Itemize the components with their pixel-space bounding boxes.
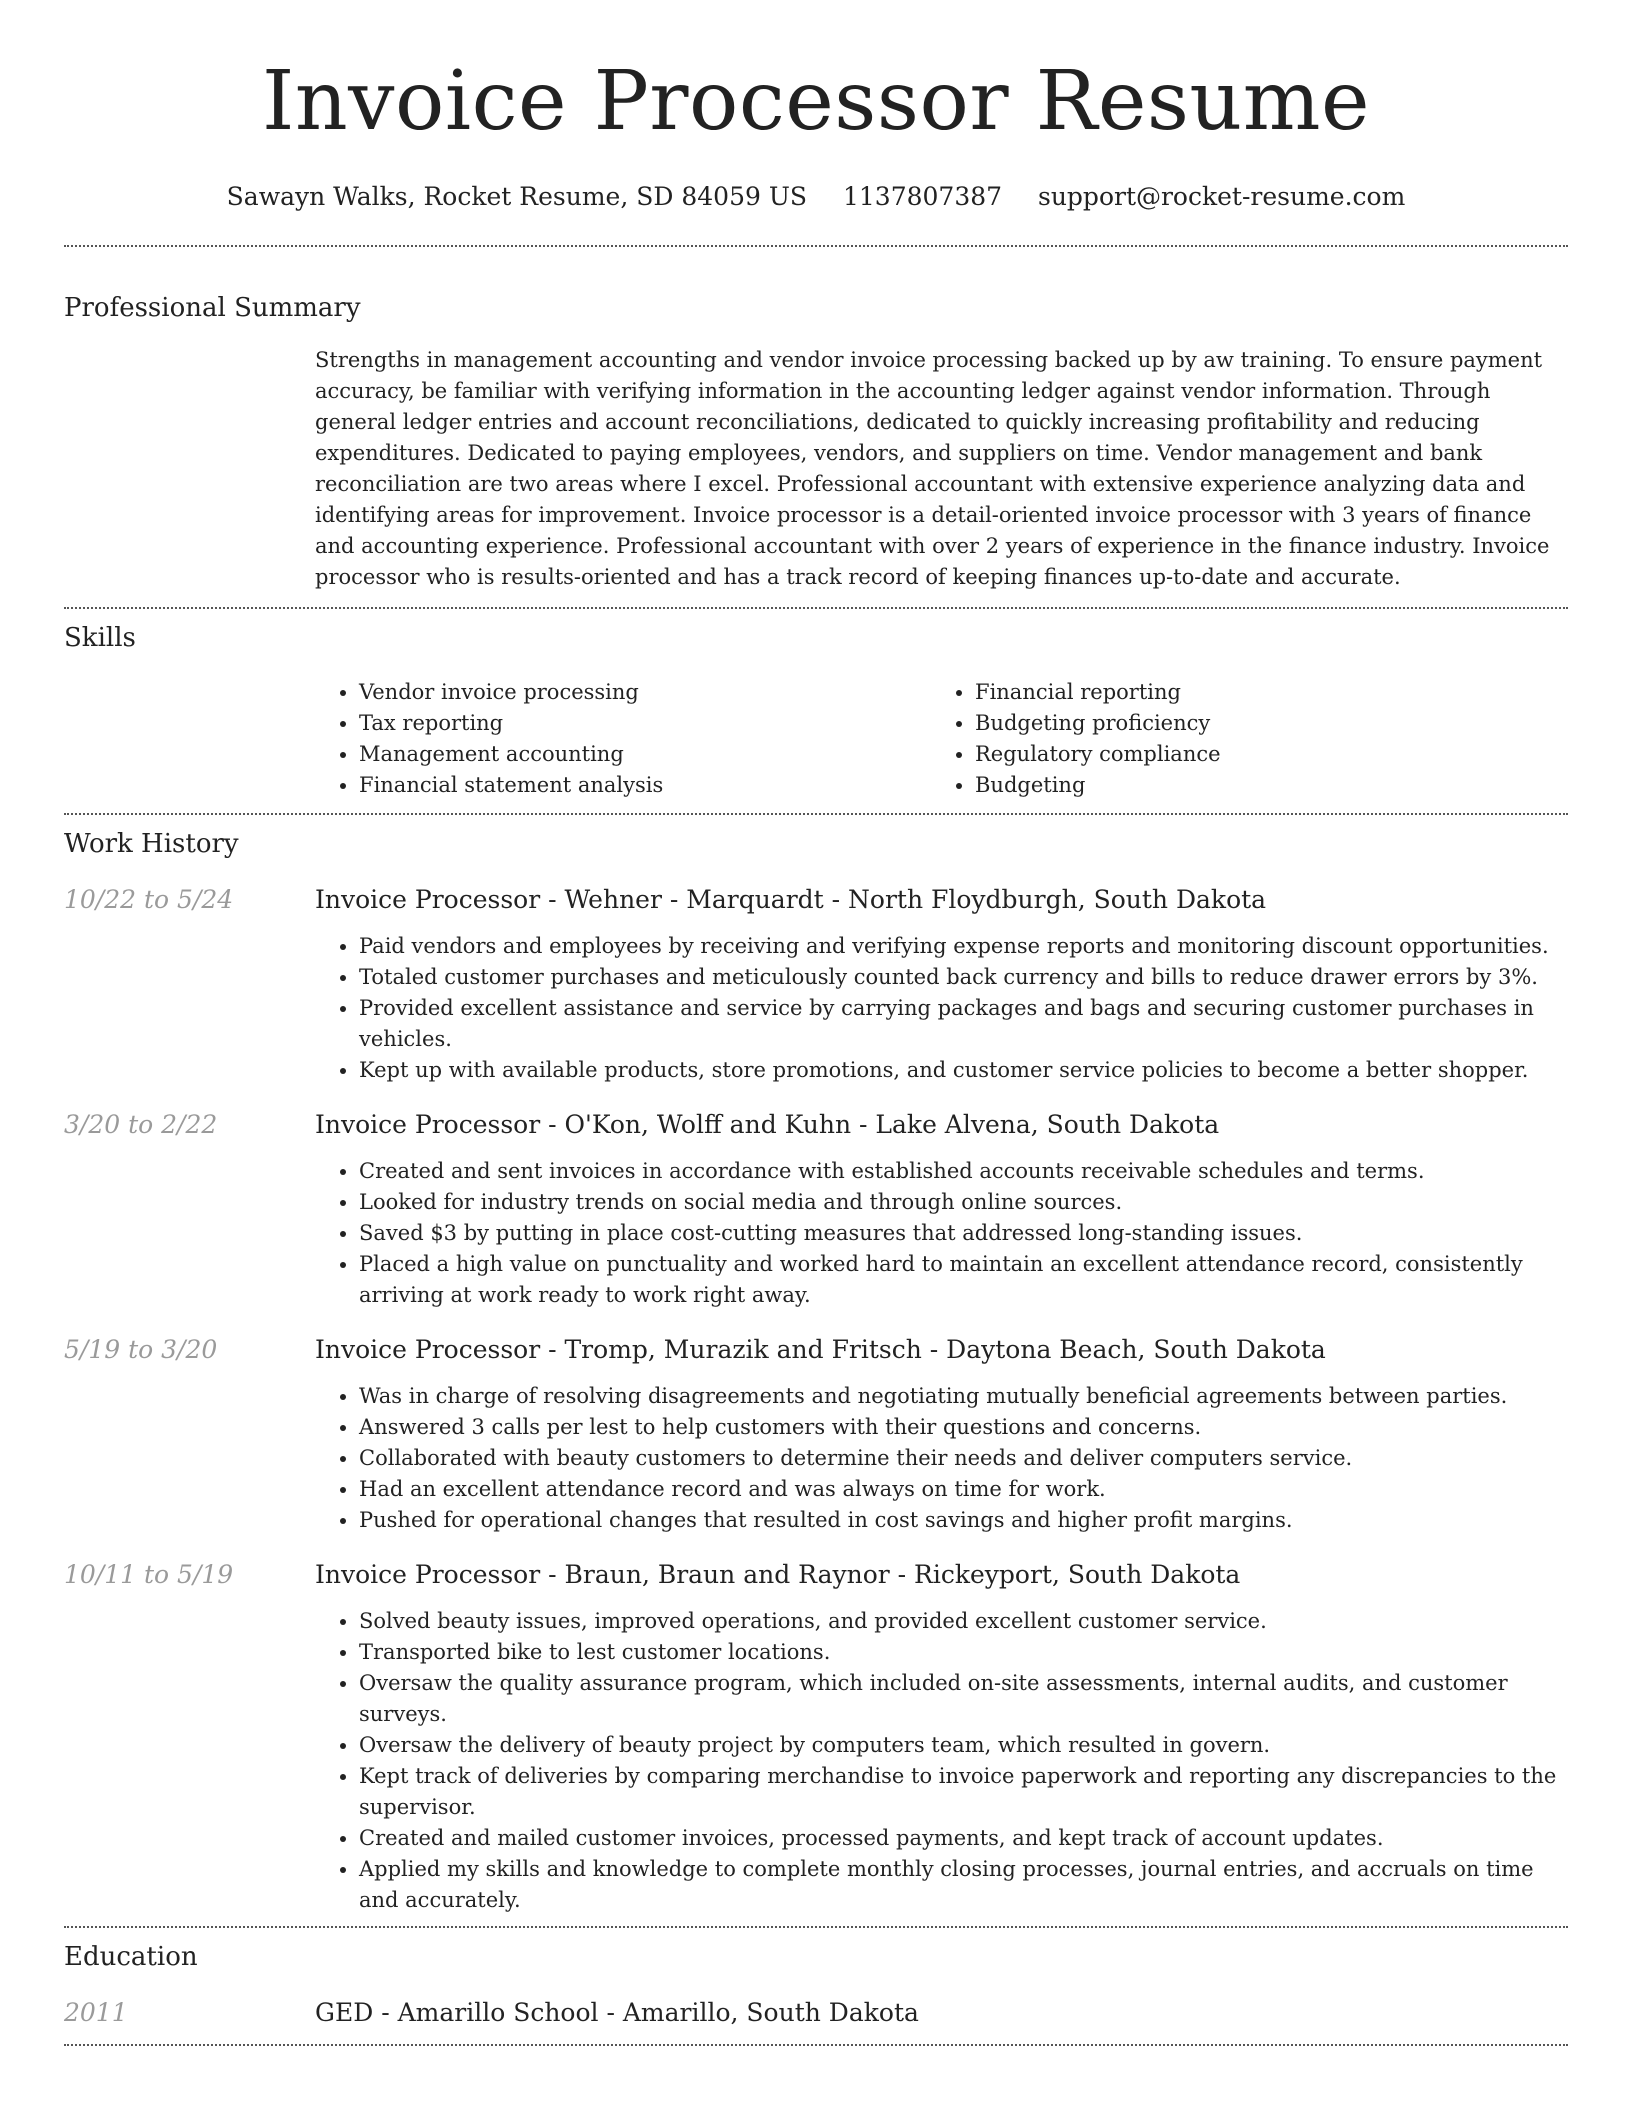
summary-text: Strengths in management accounting and vendor invoice processing backed up by aw training. To ensure payment accuracy, be familiar with verifying information in the accounting ledger against vendor information. Through general ledger entries and account reconciliations, dedicated to quickly increasing profitability and reducing expenditures. Dedicated to paying employees, vendors, and suppliers on time. Vendor management and bank reconciliation are two areas where I excel. Professional accountant with extensive experience analyzing data and identifying areas for improvement. Invoice processor is a detail-oriented invoice processor with 3 years of finance and accounting experience. Professional accountant with over 2 years of experience in the finance industry. Invoice processor who is results-oriented and has a track record of keeping finances up-to-date and accurate.	[315, 348, 1550, 589]
skill-item: • Vendor invoice processing	[359, 677, 931, 708]
job-bullet: • Oversaw the quality assurance program, which included on-site assessments, internal audits, and customer surveys.	[359, 1668, 1568, 1730]
skill-item: • Budgeting proficiency	[975, 708, 1547, 739]
job-bullet: • Kept up with available products, store promotions, and customer service policies to become a better shopper.	[359, 1055, 1568, 1086]
job-bullet: • Looked for industry trends on social media and through online sources.	[359, 1187, 1568, 1218]
section-heading: Professional Summary	[64, 293, 361, 323]
job-bullet: • Created and sent invoices in accordance with established accounts receivable schedules and terms.	[359, 1156, 1568, 1187]
job-bullet: • Placed a high value on punctuality and worked hard to maintain an excellent attendance record, consistently arriving at work ready to work right away.	[359, 1249, 1568, 1311]
job-entry	[64, 883, 1568, 1086]
job-title: Invoice Processor - Wehner - Marquardt - North Floydburgh, South Dakota	[315, 885, 1267, 914]
job-body	[315, 883, 1568, 1086]
education-entry	[64, 1996, 1568, 2030]
summary-section	[64, 247, 1568, 607]
job-bullets	[315, 1156, 1568, 1311]
job-date: 10/11 to 5/19	[64, 1560, 234, 1589]
section-heading: Education	[64, 1942, 198, 1972]
job-bullets	[315, 1606, 1568, 1916]
section-heading: Skills	[64, 623, 136, 653]
job-entry	[64, 1108, 1568, 1311]
job-bullet: • Applied my skills and knowledge to complete monthly closing processes, journal entries, and accruals on time and accurately.	[359, 1854, 1568, 1916]
job-body	[315, 1333, 1568, 1536]
education-section	[64, 1928, 1568, 2044]
job-title: Invoice Processor - O'Kon, Wolff and Kuhn - Lake Alvena, South Dakota	[315, 1110, 1220, 1139]
job-date: 5/19 to 3/20	[64, 1335, 218, 1364]
skills-section	[64, 609, 1568, 813]
skill-item: • Regulatory compliance	[975, 739, 1547, 770]
job-title: Invoice Processor - Tromp, Murazik and Fritsch - Daytona Beach, South Dakota	[315, 1335, 1326, 1364]
job-body	[315, 1108, 1568, 1311]
resume-title: Invoice Processor Resume	[261, 54, 1371, 149]
job-bullet: • Kept track of deliveries by comparing merchandise to invoice paperwork and reporting any discrepancies to the supervisor.	[359, 1761, 1568, 1823]
contact-email: support@rocket-resume.com	[1038, 182, 1406, 211]
job-bullet: • Saved $3 by putting in place cost-cutting measures that addressed long-standing issues.	[359, 1218, 1568, 1249]
skills-grid	[315, 677, 1568, 813]
job-bullet: • Pushed for operational changes that resulted in cost savings and higher profit margins.	[359, 1505, 1568, 1536]
education-title: GED - Amarillo School - Amarillo, South Dakota	[315, 1998, 919, 2027]
job-bullet: • Totaled customer purchases and meticulously counted back currency and bills to reduce drawer errors by 3%.	[359, 962, 1568, 993]
job-title: Invoice Processor - Braun, Braun and Raynor - Rickeyport, South Dakota	[315, 1560, 1241, 1589]
job-bullet: • Solved beauty issues, improved operations, and provided excellent customer service.	[359, 1606, 1568, 1637]
job-bullet: • Transported bike to lest customer locations.	[359, 1637, 1568, 1668]
job-body	[315, 1558, 1568, 1916]
job-bullet: • Created and mailed customer invoices, processed payments, and kept track of account updates.	[359, 1823, 1568, 1854]
section-heading: Work History	[64, 829, 239, 859]
job-bullet: • Answered 3 calls per lest to help customers with their questions and concerns.	[359, 1412, 1568, 1443]
job-bullets	[315, 931, 1568, 1086]
job-bullet: • Provided excellent assistance and service by carrying packages and bags and securing customer purchases in vehicles.	[359, 993, 1568, 1055]
contact-address: Sawayn Walks, Rocket Resume, SD 84059 US	[226, 182, 808, 211]
job-bullets	[315, 1381, 1568, 1536]
job-entry	[64, 1333, 1568, 1536]
job-date: 10/22 to 5/24	[64, 885, 234, 914]
work-history-section	[64, 815, 1568, 1926]
job-list	[64, 883, 1568, 1926]
job-bullet: • Oversaw the delivery of beauty project by computers team, which resulted in govern.	[359, 1730, 1568, 1761]
skill-item: • Management accounting	[359, 739, 931, 770]
contact-line	[64, 180, 1568, 214]
skills-list-left	[315, 677, 931, 801]
divider	[64, 2044, 1568, 2046]
job-date: 3/20 to 2/22	[64, 1110, 218, 1139]
skill-item: • Financial statement analysis	[359, 770, 931, 801]
education-date: 2011	[64, 1998, 128, 2027]
skill-item: • Budgeting	[975, 770, 1547, 801]
skill-item: • Financial reporting	[975, 677, 1547, 708]
contact-phone: 1137807387	[842, 182, 1003, 211]
job-bullet: • Was in charge of resolving disagreements and negotiating mutually beneficial agreements between parties.	[359, 1381, 1568, 1412]
job-bullet: • Collaborated with beauty customers to determine their needs and deliver computers service.	[359, 1443, 1568, 1474]
skills-list-right	[931, 677, 1547, 801]
job-entry	[64, 1558, 1568, 1916]
job-bullet: • Paid vendors and employees by receiving and verifying expense reports and monitoring discount opportunities.	[359, 931, 1568, 962]
job-bullet: • Had an excellent attendance record and was always on time for work.	[359, 1474, 1568, 1505]
skill-item: • Tax reporting	[359, 708, 931, 739]
